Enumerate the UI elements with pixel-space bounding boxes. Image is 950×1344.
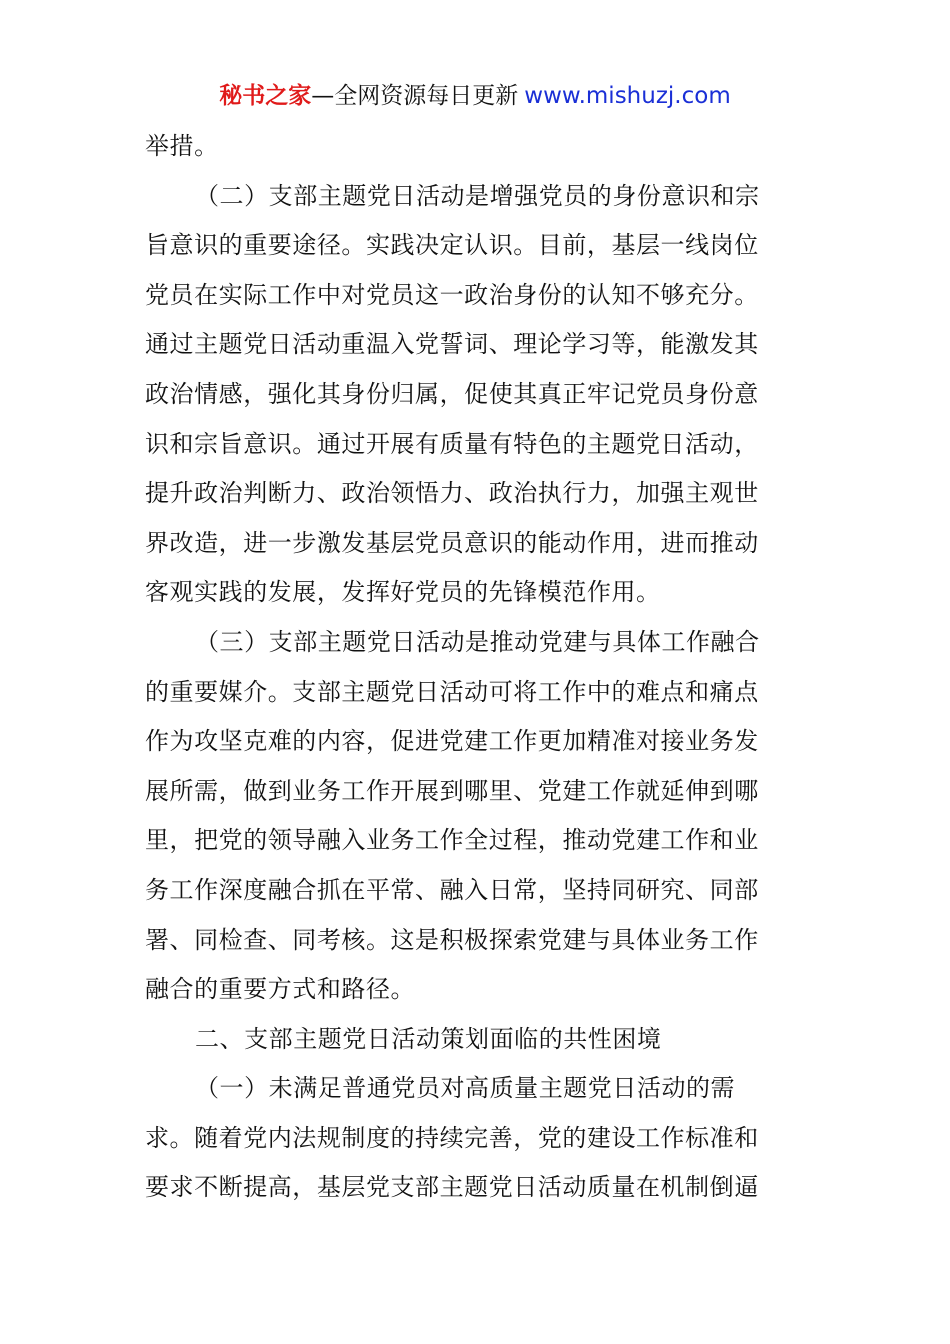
text-line: 旨意识的重要途径。实践决定认识。目前，基层一线岗位 bbox=[145, 231, 759, 260]
text-line: 界改造，进一步激发基层党员意识的能动作用，进而推动 bbox=[145, 528, 759, 557]
document-body bbox=[145, 122, 807, 1213]
brand-name: 秘书之家 bbox=[219, 83, 312, 109]
text-line: 作为攻坚克难的内容，促进党建工作更加精准对接业务发 bbox=[145, 727, 759, 756]
text-line: （三）支部主题党日活动是推动党建与具体工作融合 bbox=[195, 627, 760, 656]
text-line: 要求不断提高，基层党支部主题党日活动质量在机制倒逼 bbox=[145, 1173, 759, 1202]
header-tagline: —全网资源每日更新 bbox=[311, 83, 519, 109]
text-line: 识和宗旨意识。通过开展有质量有特色的主题党日活动， bbox=[145, 429, 759, 458]
text-line: 提升政治判断力、政治领悟力、政治执行力，加强主观世 bbox=[145, 479, 759, 508]
text-line: 融合的重要方式和路径。 bbox=[145, 975, 416, 1004]
text-line: 举措。 bbox=[145, 132, 219, 160]
text-line: 通过主题党日活动重温入党誓词、理论学习等，能激发其 bbox=[145, 330, 759, 359]
site-url-link[interactable]: www.mishuzj.com bbox=[524, 83, 731, 109]
text-line: 客观实践的发展，发挥好党员的先锋模范作用。 bbox=[145, 578, 661, 607]
text-line: 党员在实际工作中对党员这一政治身份的认知不够充分。 bbox=[145, 280, 759, 309]
text-line: 里，把党的领导融入业务工作全过程，推动党建工作和业 bbox=[145, 826, 759, 855]
text-line: 的重要媒介。支部主题党日活动可将工作中的难点和痛点 bbox=[145, 677, 759, 706]
text-line: （二）支部主题党日活动是增强党员的身份意识和宗 bbox=[195, 181, 760, 210]
text-line: 二、支部主题党日活动策划面临的共性困境 bbox=[195, 1024, 662, 1053]
text-line: 政治情感，强化其身份归属，促使其真正牢记党员身份意 bbox=[145, 379, 759, 408]
text-line: 署、同检查、同考核。这是积极探索党建与具体业务工作 bbox=[145, 925, 759, 954]
site-header bbox=[0, 80, 950, 112]
text-line: 务工作深度融合抓在平常、融入日常，坚持同研究、同部 bbox=[145, 875, 759, 904]
text-line: 求。随着党内法规制度的持续完善，党的建设工作标准和 bbox=[145, 1123, 759, 1152]
text-line: 展所需，做到业务工作开展到哪里、党建工作就延伸到哪 bbox=[145, 776, 759, 805]
text-line: （一）未满足普通党员对高质量主题党日活动的需 bbox=[195, 1074, 736, 1103]
